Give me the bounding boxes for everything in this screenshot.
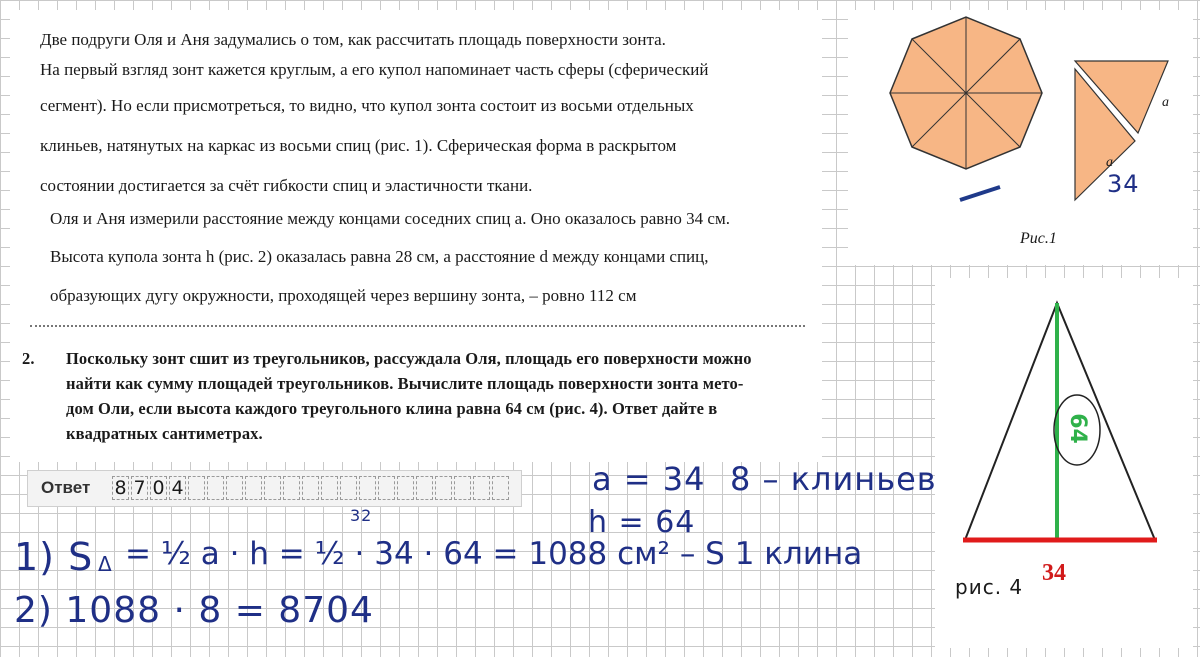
answer-cell[interactable] xyxy=(397,476,414,500)
task-line-1: Поскольку зонт сшит из треугольников, рассуждала Оля, площадь его поверхности можно xyxy=(66,349,752,368)
hand-step1-formula: = ½ a · h = ½ · 34 · 64 = 1088 см² – S 1 клина xyxy=(125,536,863,572)
intro-line-3: сегмент). Но если присмотреться, то видно, что купол зонта состоит из восьми отдельных xyxy=(40,96,694,115)
answer-cell[interactable] xyxy=(188,476,205,500)
hand-given-h: h = 64 xyxy=(588,505,696,540)
intro-line-8: образующих дугу окружности, проходящей через вершину зонта, – ровно 112 см xyxy=(50,286,637,305)
figure4-height-label: 64 xyxy=(1064,413,1090,444)
highlighted-edge xyxy=(960,187,1000,200)
answer-cell[interactable]: 8 xyxy=(112,476,129,500)
answer-cell[interactable] xyxy=(378,476,395,500)
answer-cell[interactable] xyxy=(492,476,509,500)
hand-step2: 2) 1088 · 8 = 8704 xyxy=(14,590,374,631)
intro-line-1: Две подруги Оля и Аня задумались о том, как рассчитать площадь поверхности зонта. xyxy=(40,30,666,49)
answer-cell[interactable]: 4 xyxy=(169,476,186,500)
task-line-4: квадратных сантиметрах. xyxy=(66,424,263,443)
answer-cells[interactable] xyxy=(112,476,511,500)
answer-cell[interactable] xyxy=(454,476,471,500)
answer-cell[interactable] xyxy=(340,476,357,500)
intro-line-4: клиньев, натянутых на каркас из восьми спиц (рис. 1). Сферическая форма в раскрытом xyxy=(40,136,677,155)
task-line-3: дом Оли, если высота каждого треугольного клина равна 64 см (рис. 4). Ответ дайте в xyxy=(66,399,718,418)
answer-cell[interactable] xyxy=(321,476,338,500)
figure4-base-label: 34 xyxy=(1042,560,1066,586)
separator-dotted xyxy=(30,325,805,327)
answer-label: Ответ xyxy=(41,478,91,497)
answer-cell[interactable]: 7 xyxy=(131,476,148,500)
answer-cell[interactable] xyxy=(473,476,490,500)
answer-cell[interactable] xyxy=(207,476,224,500)
figure4-caption: рис. 4 xyxy=(955,575,1024,599)
answer-cell[interactable] xyxy=(359,476,376,500)
figure1-hand-34: 34 xyxy=(1107,170,1140,198)
figure1-umbrella xyxy=(860,5,1060,205)
answer-cell[interactable] xyxy=(245,476,262,500)
task-number: 2. xyxy=(22,349,35,368)
answer-cell[interactable] xyxy=(264,476,281,500)
intro-line-2: На первый взгляд зонт кажется круглым, а его купол напоминает часть сферы (сферический xyxy=(40,60,709,79)
hand-step1-prefix: 1) S xyxy=(14,535,94,579)
intro-line-6: Оля и Аня измерили расстояние между концами соседних спиц a. Оно оказалось равно 34 см. xyxy=(50,209,730,228)
answer-cell[interactable] xyxy=(226,476,243,500)
answer-cell[interactable]: 0 xyxy=(150,476,167,500)
figure1-label-a-bottom: a xyxy=(1106,155,1113,170)
figure1-label-a-right: a xyxy=(1162,95,1169,110)
answer-cell[interactable] xyxy=(435,476,452,500)
answer-cell[interactable] xyxy=(283,476,300,500)
hand-given-a: a = 34 xyxy=(592,460,706,498)
answer-box xyxy=(27,470,522,507)
hand-step1-over: 32 xyxy=(350,506,373,525)
intro-line-5: состоянии достигается за счёт гибкости спиц и эластичности ткани. xyxy=(40,176,533,195)
answer-cell[interactable] xyxy=(302,476,319,500)
hand-wedges: 8 – клиньев xyxy=(730,460,937,498)
figure1-caption: Рис.1 xyxy=(1020,230,1057,247)
intro-line-7: Высота купола зонта h (рис. 2) оказалась равна 28 см, а расстояние d между концами спиц, xyxy=(50,247,709,266)
hand-step1-sub: Δ xyxy=(98,552,113,576)
task-line-2: найти как сумму площадей треугольников. Вычислите площадь поверхности зонта мето- xyxy=(66,374,744,393)
answer-cell[interactable] xyxy=(416,476,433,500)
